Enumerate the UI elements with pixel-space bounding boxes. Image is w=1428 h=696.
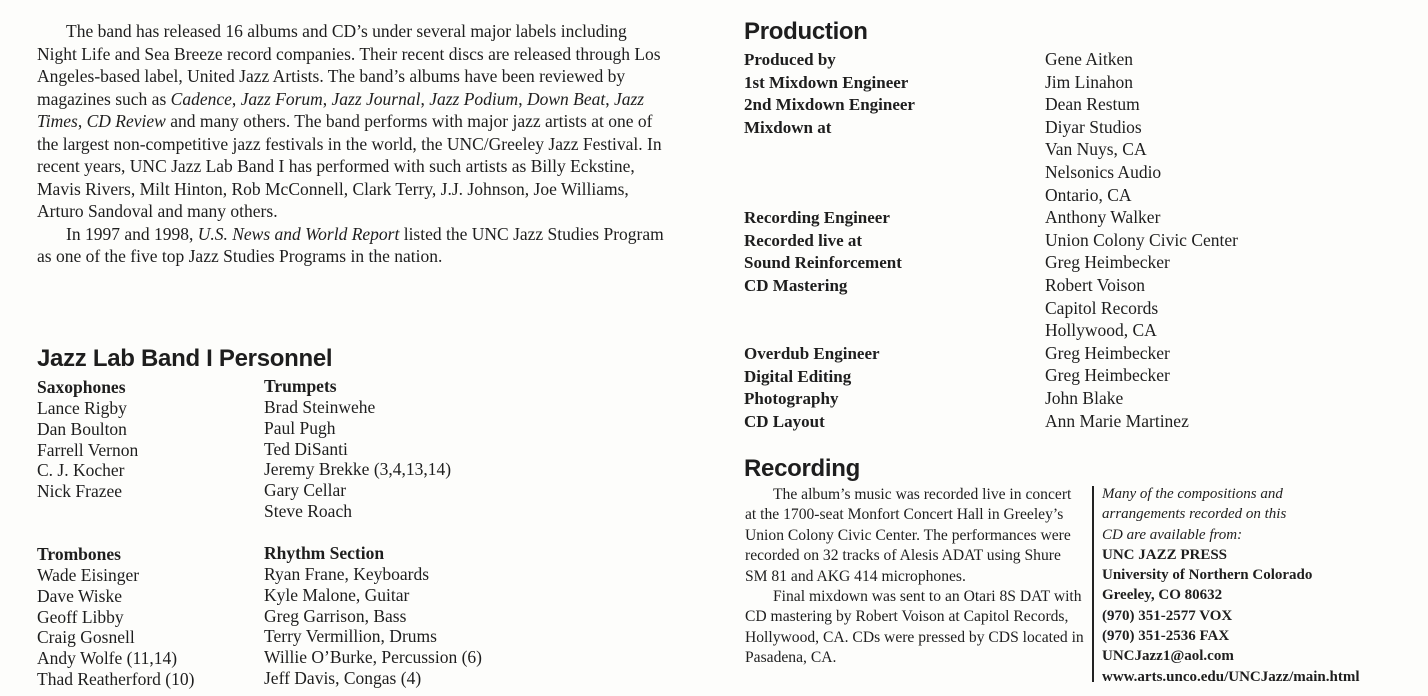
production-value: Greg Heimbecker: [1045, 365, 1170, 386]
trumpet-member: Paul Pugh: [264, 417, 336, 438]
trumpet-member: Ted DiSanti: [264, 438, 348, 459]
publication-title: Jazz Forum: [240, 88, 323, 109]
intro-paragraph-2: [37, 223, 667, 268]
availability-contact-line: (970) 351-2536 FAX: [1102, 628, 1230, 645]
production-value: Robert Voison: [1045, 274, 1145, 295]
production-label: 1st Mixdown Engineer: [744, 72, 909, 92]
publication-title: CD Review: [86, 111, 166, 131]
recording-heading: Recording: [744, 455, 860, 482]
rhythm-member: Ryan Frane, Keyboards: [264, 564, 430, 584]
trumpets-title: Trumpets: [264, 376, 337, 396]
production-label: Digital Editing: [744, 366, 852, 386]
publication-title: Down Beat: [526, 88, 606, 109]
production-labels-3: [744, 343, 1034, 433]
availability-note-line: Many of the compositions and: [1102, 486, 1283, 502]
text-segment: ,: [420, 88, 430, 109]
production-labels-2: [744, 207, 1034, 297]
production-label: Produced by: [744, 50, 836, 69]
saxophone-member: C. J. Kocher: [37, 460, 125, 481]
rhythm-member: Willie O’Burke, Percussion (6): [264, 647, 482, 668]
publication-title: Jazz Times: [37, 88, 645, 131]
production-labels-1: [744, 49, 1034, 139]
production-label: CD Mastering: [744, 275, 848, 295]
text-segment: ,: [605, 88, 614, 109]
text-segment: The band has released 16 albums and CD’s under several major labels including Night Life and Sea Breeze record companies. Their recent discs are released through Los Angeles-based label, United Jazz Artists. The band’s albums have been reviewed by magazines such as: [37, 21, 661, 109]
production-label: Mixdown at: [744, 117, 832, 137]
production-label: CD Layout: [744, 411, 825, 431]
trumpet-member: Jeremy Brekke (3,4,13,14): [264, 459, 452, 480]
production-heading: Production: [744, 18, 868, 45]
availability-contact: [1102, 545, 1422, 687]
publication-title: U.S. News and World Report: [197, 223, 400, 244]
production-value: Capitol Records: [1045, 297, 1159, 318]
trumpet-member: Steve Roach: [264, 500, 352, 521]
text-segment: ,: [231, 88, 241, 109]
availability-contact-line: (970) 351-2577 VOX: [1102, 607, 1233, 624]
recording-paragraph-2: Final mixdown was sent to an Otari 8S DAT with CD mastering by Robert Voison at Capitol Records, Hollywood, CA. CDs were pressed by CDS located in Pasadena, CA.: [745, 588, 1084, 667]
production-value: Diyar Studios: [1045, 116, 1142, 137]
rhythm-member: Kyle Malone, Guitar: [264, 584, 410, 605]
text-segment: In 1997 and 1998,: [66, 223, 198, 244]
text-segment: listed the UNC Jazz Studies Program as one of the five top Jazz Studies Programs in the nation.: [37, 223, 664, 266]
recording-text: [745, 485, 1085, 669]
trombone-member: Wade Eisinger: [37, 565, 140, 585]
trombones-list: [37, 565, 252, 690]
intro-paragraph-1: [37, 20, 667, 223]
publication-title: Cadence: [170, 88, 232, 109]
trumpets-section: [264, 376, 524, 522]
production-value: Gene Aitken: [1045, 49, 1133, 69]
rhythm-section: [264, 543, 544, 689]
saxophone-member: Dan Boulton: [37, 418, 127, 439]
trombone-member: Thad Reatherford (10): [37, 668, 195, 689]
production-label: Overdub Engineer: [744, 344, 880, 363]
production-value: Nelsonics Audio: [1045, 161, 1162, 182]
availability-note-line: arrangements recorded on this: [1102, 506, 1287, 523]
saxophones-list: [37, 398, 252, 502]
rhythm-title: Rhythm Section: [264, 543, 385, 563]
trombones-section: [37, 544, 252, 690]
production-value: Greg Heimbecker: [1045, 342, 1170, 363]
production-label: Recorded live at: [744, 230, 863, 250]
availability-contact-line: University of Northern Colorado: [1102, 567, 1313, 584]
production-value: Union Colony Civic Center: [1045, 229, 1238, 250]
saxophone-member: Nick Frazee: [37, 481, 123, 502]
production-label: 2nd Mixdown Engineer: [744, 95, 915, 115]
text-segment: ,: [322, 88, 332, 109]
trumpets-list: [264, 397, 524, 522]
publication-title: Jazz Journal: [331, 88, 421, 109]
availability-contact-line: UNCJazz1@aol.com: [1102, 648, 1234, 665]
production-value: Jim Linahon: [1045, 71, 1133, 92]
production-label: Photography: [744, 389, 839, 409]
personnel-heading: Jazz Lab Band I Personnel: [37, 345, 333, 372]
recording-paragraph-1: The album’s music was recorded live in concert at the 1700-seat Monfort Concert Hall in Greeley’s Union Colony Civic Center. The performances were recorded on 32 tracks of Alesis ADAT using Shure SM 81 and AKG 414 microphones.: [745, 486, 1072, 585]
availability-note-line: CD are available from:: [1102, 526, 1243, 543]
rhythm-member: Greg Garrison, Bass: [264, 605, 407, 626]
availability-contact-line: Greeley, CO 80632: [1102, 587, 1223, 604]
production-value: Anthony Walker: [1045, 207, 1161, 228]
trombone-member: Dave Wiske: [37, 585, 122, 606]
trombone-member: Craig Gosnell: [37, 627, 135, 648]
publication-title: Jazz Podium: [429, 88, 519, 109]
saxophones-title: Saxophones: [37, 377, 126, 397]
trombones-title: Trombones: [37, 544, 121, 564]
column-divider: [1092, 486, 1094, 682]
production-value: Dean Restum: [1045, 94, 1140, 115]
trombone-member: Andy Wolfe (11,14): [37, 648, 178, 669]
text-segment: and many others. The band performs with major jazz artists at one of the largest non-competitive jazz festivals in the world, the UNC/Greeley Jazz Festival. In recent years, UNC Jazz Lab Band I has performed with such artists as Billy Eckstine, Mavis Rivers, Milt Hinton, Rob McConnell, Clark Terry, J.J. Johnson, Joe Williams, Arturo Sandoval and many others.: [37, 111, 662, 221]
trumpet-member: Gary Cellar: [264, 480, 347, 501]
production-label: Recording Engineer: [744, 208, 890, 227]
availability-note: [1102, 484, 1422, 545]
saxophone-member: Farrell Vernon: [37, 439, 139, 460]
saxophones-section: [37, 377, 252, 502]
intro-text: [37, 20, 667, 268]
production-values: [1045, 48, 1415, 432]
rhythm-member: Jeff Davis, Congas (4): [264, 667, 422, 688]
production-value: John Blake: [1045, 387, 1124, 408]
text-segment: ,: [77, 111, 87, 131]
production-value: Ontario, CA: [1045, 184, 1132, 205]
production-value: Van Nuys, CA: [1045, 139, 1147, 160]
rhythm-member: Terry Vermillion, Drums: [264, 626, 437, 647]
trombone-member: Geoff Libby: [37, 606, 124, 627]
trumpet-member: Brad Steinwehe: [264, 397, 376, 417]
text-segment: ,: [518, 88, 527, 109]
availability-contact-line: www.arts.unco.edu/UNCJazz/main.html: [1102, 668, 1360, 685]
production-value: Ann Marie Martinez: [1045, 410, 1189, 431]
saxophone-member: Lance Rigby: [37, 398, 127, 418]
production-value: Hollywood, CA: [1045, 320, 1157, 341]
production-label: Sound Reinforcement: [744, 253, 902, 273]
availability-contact-line: UNC JAZZ PRESS: [1102, 546, 1228, 563]
production-value: Greg Heimbecker: [1045, 252, 1170, 273]
rhythm-list: [264, 564, 544, 689]
availability-box: [1102, 484, 1422, 687]
